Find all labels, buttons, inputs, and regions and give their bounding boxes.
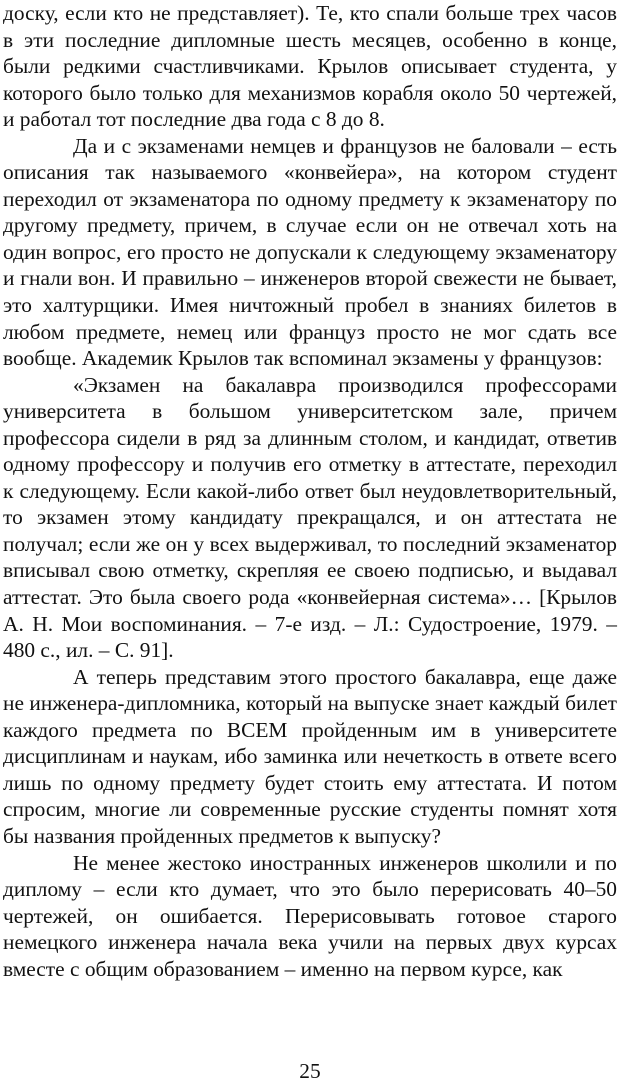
paragraph-4: А теперь представим этого простого бакалавра, еще даже не инженера-дипломника, который на выпуске знает каждый билет каждого предмета по ВСЕМ пройденным им в университете дисциплинам и наукам, ибо заминка или нечеткость в ответе всего лишь по одному предмету будет стоить ему аттестата. И потом спросим, многие ли современные русские студенты помнят хотя бы названия пройденных предметов к выпуску?	[3, 664, 617, 848]
body-text	[3, 0, 617, 982]
paragraph-3-quotation: «Экзамен на бакалавра производился профессорами университета в большом университетском зале, причем профессора сидели в ряд за длинным столом, и кандидат, ответив одному профессору и получив его отметку в аттестате, переходил к следующему. Если какой-либо ответ был неудовлетворительный, то экзамен этому кандидату прекращался, и он аттестата не получал; если же он у всех выдерживал, то последний экзаменатор вписывал свою отметку, скрепляя ее своею подписью, и выдавал аттестат. Это была своего рода «конвейерная система»… [Крылов А. Н. Мои воспоминания. – 7-е изд. – Л.: Судостроение, 1979. – 480 с., ил. – С. 91].	[3, 372, 617, 663]
paragraph-2: Да и с экзаменами немцев и французов не баловали – есть описания так называемого «конвейера», на котором студент переходил от экзаменатора по одному предмету к экзаменатору по другому предмету, причем, в случае если он не отвечал хоть на один вопрос, его просто не допускали к следующему экзаменатору и гнали вон. И правильно – инженеров второй свежести не бывает, это халтурщики. Имея ничтожный пробел в знаниях билетов в любом предмете, немец или француз просто не мог сдать все вообще. Академик Крылов так вспоминал экзамены у французов:	[3, 133, 617, 371]
page-number: 25	[299, 1059, 321, 1083]
paragraph-1: доску, если кто не представляет). Те, кто спали больше трех часов в эти последние дипломные шесть месяцев, особенно в конце, были редкими счастливчиками. Крылов описывает студента, у которого было только для механизмов корабля около 50 чертежей, и работал тот последние два года с 8 до 8.	[3, 1, 617, 132]
paragraph-5: Не менее жестоко иностранных инженеров школили и по диплому – если кто думает, что это было перерисовать 40–50 чертежей, он ошибается. Перерисовывать готовое старого немецкого инженера начала века учили на первых двух курсах вместе с общим образованием – именно на первом курсе, как	[3, 850, 617, 981]
